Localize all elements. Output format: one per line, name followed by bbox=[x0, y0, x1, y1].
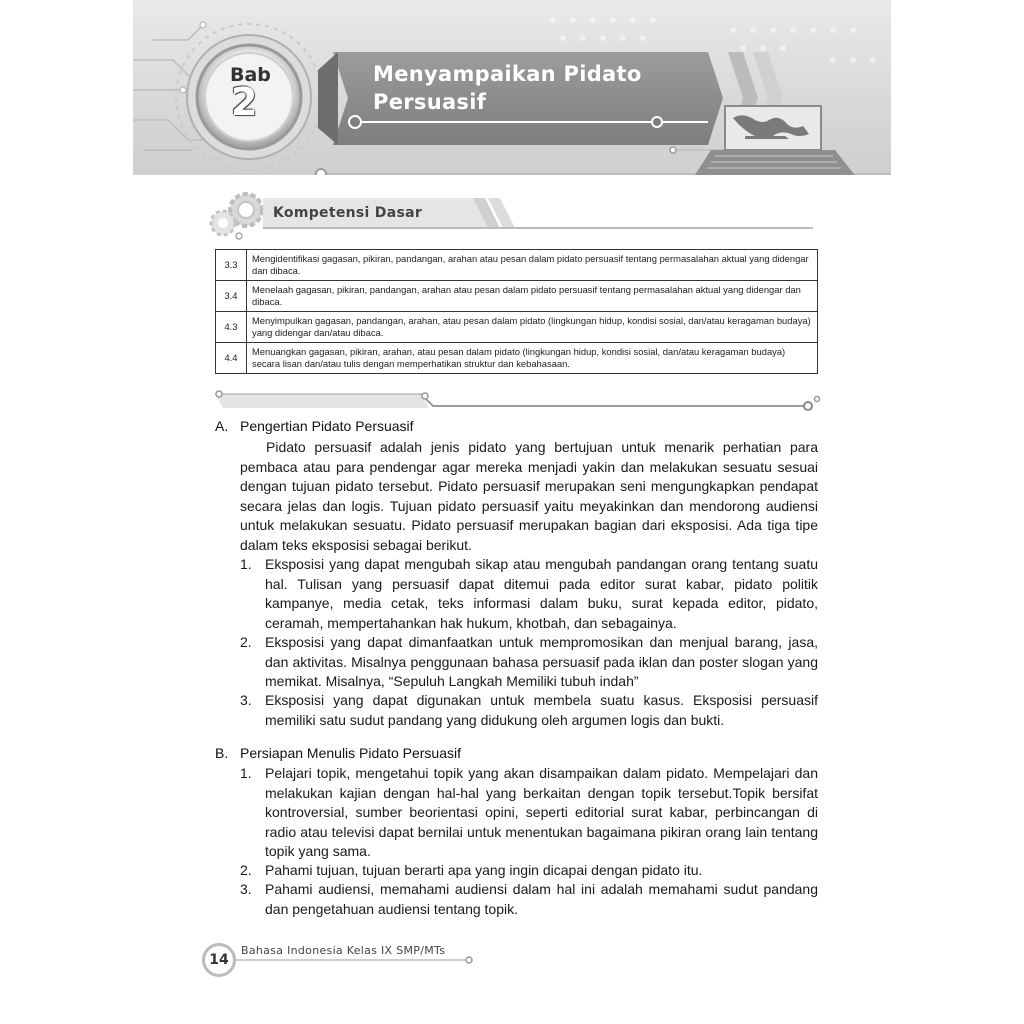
page-number: 14 bbox=[202, 943, 236, 977]
list-text: Eksposisi yang dapat mengubah sikap atau mengubah pandangan orang tentang suatu hal. Tulisan yang persuasif dapat ditemui pada editor surat kabar, pidato politik kampanye, media cetak, teks informasi dalam buku, surat kepada editor, pidato, ceramah, mempertahankan hak hukum, khotbah, dan sebagainya. bbox=[265, 556, 818, 631]
list-item bbox=[240, 555, 818, 633]
chapter-title-line2: Persuasif bbox=[373, 90, 487, 114]
chapter-banner bbox=[133, 0, 891, 175]
table-row bbox=[216, 312, 818, 343]
list-item bbox=[240, 861, 818, 881]
list-text: Eksposisi yang dapat dimanfaatkan untuk mempromosikan dan menjual barang, jasa, dan aktivitas. Misalnya penggunaan bahasa persuasif pada iklan dan poster slogan yang memikat. Misalnya, “Sepuluh Langkah Memiliki tubuh indah” bbox=[265, 634, 818, 689]
book-page bbox=[133, 0, 891, 1024]
section-a-intro: Pidato persuasif adalah jenis pidato yang bertujuan untuk menarik perhatian para pembaca atau para pendengar agar mereka menjadi yakin dan melakukan sesuatu sesuai dengan tujuan pidato tersebut. Pidato persuasif merupakan seni mengungkapkan pendapat secara jelas dan logis. Tujuan pidato persuasif yaitu meyakinkan dan mendorong audiensi untuk melakukan sesuatu. Pidato persuasif merupakan bagian dari eksposisi. Ada tiga tipe dalam teks eksposisi sebagai berikut. bbox=[240, 439, 818, 553]
list-text: Eksposisi yang dapat digunakan untuk membela suatu kasus. Eksposisi persuasif memiliki satu sudut pandang yang didukung oleh argumen logis dan bukti. bbox=[265, 692, 818, 728]
list-text: Pahami tujuan, tujuan berarti apa yang ingin dicapai dengan pidato itu. bbox=[265, 862, 703, 878]
list-number: 2. bbox=[240, 862, 252, 878]
table-row bbox=[216, 250, 818, 281]
section-a-title: Pengertian Pidato Persuasif bbox=[240, 418, 414, 434]
chapter-number: 2 bbox=[231, 80, 258, 124]
section-a-heading bbox=[215, 418, 414, 434]
list-text: Pelajari topik, mengetahui topik yang akan disampaikan dalam pidato. Mempelajari dan melakukan kajian dengan hal-hal yang berkaitan dengan topik tersebut.Topik bersifat kontroversial, sumber beorientasi opini, seperti editorial surat kabar, perbincangan di radio atau televisi dapat bernilai untuk menentukan bagaimana pikiran orang lain tentang topik yang sama. bbox=[265, 765, 818, 859]
list-item bbox=[240, 880, 818, 919]
section-a-letter: A. bbox=[215, 418, 229, 434]
list-number: 3. bbox=[240, 692, 252, 708]
kd-code: 4.3 bbox=[216, 312, 247, 343]
table-row bbox=[216, 343, 818, 374]
list-number: 1. bbox=[240, 765, 252, 781]
section-b-letter: B. bbox=[215, 745, 229, 761]
book-title: Bahasa Indonesia Kelas IX SMP/MTs bbox=[241, 944, 446, 957]
kd-text: Menyimpulkan gagasan, pandangan, arahan, atau pesan dalam pidato (lingkungan hidup, kondisi sosial, dan/atau keragaman budaya) yang didengar dan/atau dibaca. bbox=[247, 312, 818, 343]
list-number: 1. bbox=[240, 556, 252, 572]
list-number: 2. bbox=[240, 634, 252, 650]
chapter-label: Bab bbox=[230, 64, 271, 86]
list-text: Pahami audiensi, memahami audiensi dalam hal ini adalah memahami sudut pandang dan pengetahuan audiensi tentang topik. bbox=[265, 881, 818, 917]
chapter-title bbox=[373, 60, 693, 116]
kd-text: Mengidentifikasi gagasan, pikiran, pandangan, arahan atau pesan dalam pidato persuasif tentang permasalahan aktual yang didengar dan dibaca. bbox=[247, 250, 818, 281]
kd-code: 3.3 bbox=[216, 250, 247, 281]
kd-text: Menelaah gagasan, pikiran, pandangan, arahan atau pesan dalam pidato persuasif tentang permasalahan aktual yang didengar dan dibaca. bbox=[247, 281, 818, 312]
gear-icon bbox=[211, 194, 262, 239]
table-row bbox=[216, 281, 818, 312]
section-b-heading bbox=[215, 745, 461, 761]
kd-code: 3.4 bbox=[216, 281, 247, 312]
laptop-map-icon bbox=[693, 106, 857, 175]
list-item bbox=[240, 691, 818, 730]
chapter-title-line1: Menyampaikan Pidato bbox=[373, 62, 642, 86]
section-b-title: Persiapan Menulis Pidato Persuasif bbox=[240, 745, 462, 761]
section-divider bbox=[211, 388, 826, 414]
list-item bbox=[240, 764, 818, 862]
kd-text: Menuangkan gagasan, pikiran, arahan, atau pesan dalam pidato (lingkungan hidup, kondisi sosial, dan/atau keragaman budaya) secara lisan dan/atau tulis dengan memperhatikan struktur dan kebahasaan. bbox=[247, 343, 818, 374]
kd-table bbox=[215, 249, 818, 374]
kd-code: 4.4 bbox=[216, 343, 247, 374]
kd-heading: Kompetensi Dasar bbox=[273, 205, 423, 221]
list-item bbox=[240, 633, 818, 692]
list-number: 3. bbox=[240, 881, 252, 897]
